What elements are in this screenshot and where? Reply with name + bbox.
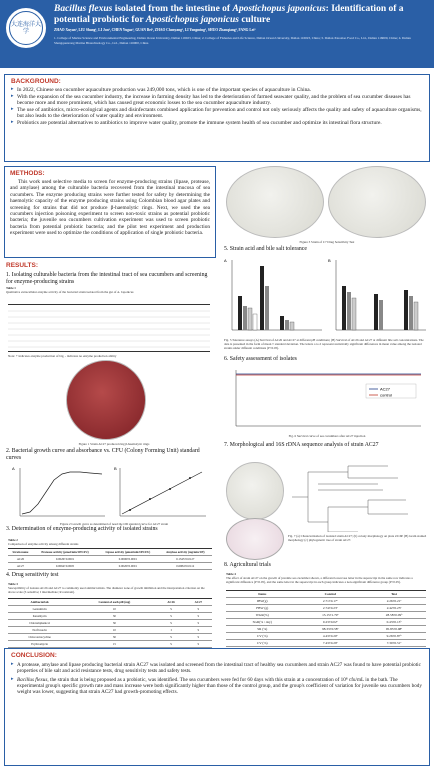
table-header-row: [8, 549, 212, 556]
list-item: ▸ A protease, amylase and lipase producing bacterial strain AC27 was isolated and screened from the intestinal tract of healthy sea cucumbers and strain AC27 was found to have potential probiotic properties of bile salt and acid resistance tests, drug sensitivity tests and safety tests.: [11, 662, 423, 675]
title-part: culture: [238, 15, 271, 25]
col-header: Amylase activity (mg/min/10⁸): [159, 549, 213, 556]
table-cell: 7.30±0.51ᵃ: [362, 640, 426, 647]
table-row: [8, 606, 212, 613]
list-item-text: , the strain that is being proposed as a probiotic, was identified. The sea cucumbers were fed for 60 days with this strain at a concentration of 10⁸ cfu/mL in the bath. The experimental group's specific growth rate and mass increase were both significantly higher than those of the control group, and the group's coefficient of variation for juvenile sea cucumbers body weight was lower, suggesting that strain AC27 had growth-promoting effects.: [17, 676, 422, 696]
list-item: ▸ In 2022, Chinese sea cucumber aquaculture production was 249,000 tons, which is one of the important species of aquaculture in China.: [11, 87, 423, 94]
table-1-note: Note: + indicates enzyme production of big, - indicates no enzyme production ability: [8, 354, 117, 358]
results-heading: RESULTS:: [6, 262, 39, 269]
table-cell: S: [157, 620, 184, 627]
table-cell: 2.74±0.23ᵃ: [298, 605, 362, 612]
table-cell: 95.83±0.98ᵃ: [362, 626, 426, 633]
table-4-caption: The effect of strain AC27 on the growth of juvenile sea cucumber shown, a different lowercase letter in the superscript in the same row indicates a significant difference (P<0.05), and the same letter in the superscript in each group indicates a non-significant difference group (P>0.05).: [226, 576, 413, 584]
conclusion-heading: CONCLUSION:: [11, 652, 57, 659]
table-cell: 30: [71, 634, 157, 641]
table-1-grid: [8, 305, 210, 353]
table-header-row: [8, 599, 212, 606]
table-1-label: Table 1: [6, 286, 16, 290]
col-header: Lipase activity (µmol/min/10⁸CFU): [97, 549, 158, 556]
conclusion-section: [4, 648, 430, 766]
result-8-title: 8. Agricultural trials: [224, 562, 271, 568]
table-cell: 0.0026±0.0001: [97, 563, 158, 570]
table-row: [8, 627, 212, 634]
table-cell: S: [157, 606, 184, 613]
table-cell: Kanamycin: [8, 613, 71, 620]
title-part: isolated from the intestine of: [112, 4, 233, 14]
table-cell: 0.1345±0.0127: [159, 556, 213, 563]
col-header: AC27: [185, 599, 212, 606]
figure-1-caption: Figure 1 Strain AC27 produced ring β-haemolytic rings: [78, 442, 150, 446]
table-cell: 0.0006±0.0001: [97, 556, 158, 563]
table-row: [226, 598, 426, 605]
table-cell: 2.26±0.21ᵃ: [362, 598, 426, 605]
left-column: [4, 166, 216, 644]
title-part: : Identification of a potential probiotic for: [54, 4, 404, 25]
svg-text:A: A: [224, 258, 227, 263]
conclusion-list: [11, 662, 423, 695]
drug-sensitivity-table: [8, 598, 212, 655]
table-1-caption: Qualitative extracellular enzyme activity of the bacterial strain isolated from the gut of A. Japonicus: [6, 290, 134, 294]
figure-3-caption: Figure 3 Strain of C7 Drug Sensitivity Test: [299, 240, 355, 244]
result-7-title: 7. Morphological and 16S rDNA sequence analysis of strain AC27: [224, 442, 379, 448]
table-row: [8, 563, 212, 570]
legend-label-control: control: [380, 392, 393, 398]
survival-curve-chart: [226, 366, 426, 432]
table-cell: 98.33±0.58ᵃ: [298, 626, 362, 633]
col-header: Antibacterials: [8, 599, 71, 606]
affiliations: 1. College of Marine Science and Environmental Engineering, Dalian Ocean University, Dalian 116023, China; 2. College of Fisheries and Life Science, Dalian Ocean University, Dalian 116023, China; 3. Dalian Xiaoxiao Food Co., Ltd., Dalian 116000, China; 4. Dalian Shangquanrong Marine Biotechnology Co., Ltd., Dalian 116000, China: [54, 36, 411, 45]
col-header: AC26: [157, 599, 184, 606]
authors: ZHAO Xuyan¹, LIU Shang¹, LI Jun², CHEN Yugao², GUAN Bei³, ZHAO Chonyang³, LI Yongming³, SHUO Zhanqiang², FANG Lei³: [54, 28, 256, 32]
table-cell: 15: [71, 641, 157, 648]
table-row: [226, 605, 426, 612]
svg-text:B: B: [114, 466, 117, 471]
growth-curve-a: [12, 466, 105, 516]
list-item: ▸ With the expansion of the sea cucumber industry, the increase in farming density has led to the deterioration of farmed seawater quality, and the problem of sea cucumber diseases has become more and more prominent, which has caused great economic losses to the sea cucumber aquaculture industry.: [11, 94, 423, 107]
table-cell: IBW(g): [226, 598, 298, 605]
table-row: [8, 641, 212, 648]
title-species-bacillus: Bacillus flexus: [54, 4, 113, 14]
table-row: [8, 556, 212, 563]
tolerance-bar-charts: [224, 256, 428, 336]
list-item: ▸ Probiotics are potential alternatives to antibiotics to improve water quality, promote the immune system health of sea cucumber and optimize its intestinal flora structure.: [11, 120, 423, 127]
table-cell: S: [185, 627, 212, 634]
table-cell: 30: [71, 620, 157, 627]
table-cell: S: [185, 613, 212, 620]
background-list: [11, 87, 423, 127]
figure-6-caption: Fig. 6 Survival curve of sea cucumbers after AC27 injection: [288, 434, 366, 438]
table-cell: SR (%): [226, 626, 298, 633]
table-cell: S: [185, 620, 212, 627]
legend-label-ac27: AC27: [380, 386, 391, 392]
university-logo: [4, 6, 48, 50]
table-row: [226, 626, 426, 633]
table-cell: 0.0026±0.0001: [33, 556, 97, 563]
poster-header: [0, 0, 434, 68]
col-header: Strain name: [8, 549, 33, 556]
table-row: [226, 619, 426, 626]
figure-2-caption: Figure 2 Growth curve as determined of need the OD standard curve for AC27 strain: [59, 522, 169, 526]
title-species: Apostichopus japonicus: [232, 4, 326, 14]
table-cell: Gentamicin: [8, 606, 71, 613]
table-cell: 0.6984±0.0112: [159, 563, 213, 570]
table-cell: 28.58±0.09ᵇ: [362, 612, 426, 619]
poster-title: [54, 4, 428, 26]
table-1: [8, 304, 210, 352]
table-row: [226, 612, 426, 619]
table-3-caption: Susceptibility of isolates AC26 and AC27 to commonly used antimicrobials. The diameter zone of growth inhibition and the interpretation criterion on the above scale (S sensitive; I intermediate; R resistant).: [8, 586, 205, 594]
figure-5-caption: Fig. 5 Tolerance assays (A) Survival of AC26 and AC27 at different pH conditions; (B) Survival of AC26 and AC27 at different bile salt concentrations. The data is presented in the form of mean ± standard deviation. The letters a to d represent statistically significant differences in mean value among the isolated strains under different conditions (P<0.05).: [224, 338, 424, 350]
table-row: [8, 613, 212, 620]
svg-text:B: B: [328, 258, 331, 263]
table-cell: 10: [71, 606, 157, 613]
list-item: ▸ The use of antibiotics, micro-ecological agents and disinfectants combined application for prevention and control not only seriously affects the quality and safety of aquaculture organisms, but also leads to the deterioration of water quality and environment.: [11, 107, 423, 120]
table-cell: 13.15±1.79ᵃ: [298, 612, 362, 619]
table-cell: Erythromycin: [8, 641, 71, 648]
background-section: [4, 74, 430, 162]
ph-tolerance-chart: [224, 258, 322, 330]
table-cell: SGR(% / day): [226, 619, 298, 626]
table-cell: 0.43±0.13ᵇ: [362, 619, 426, 626]
species-name: Bacillus flexus: [17, 676, 48, 683]
table-row: [226, 633, 426, 640]
bile-tolerance-chart: [328, 258, 426, 330]
table-cell: FBW (g): [226, 605, 298, 612]
right-column: [222, 166, 430, 644]
table-cell: S: [157, 634, 184, 641]
table-row: [8, 634, 212, 641]
agricultural-trial-table: [226, 590, 426, 647]
table-cell: 2.71±0.17ᵃ: [298, 598, 362, 605]
logo-text: 大连海洋大学: [9, 11, 43, 45]
colony-plate-image: [226, 462, 284, 520]
result-1-title: 1. Isolating culturable bacteria from the intestinal tract of sea cucumbers and screening for enzyme-producing strains: [6, 272, 208, 285]
table-cell: 10: [71, 627, 157, 634]
table-cell: Norfloxacin: [8, 627, 71, 634]
svg-text:A: A: [12, 466, 15, 471]
methods-text: This work used selective media to screen for enzyme-producing strains (lipase, protease, and amylase) among the culturable bacteria recovered from the intestinal mucosa of sea cucumbers. The enzyme producing strains were further tested for safety by determining the haemolytic capacity of the enzyme producing strains using Colombian blood agar plates and screening for strains that did not produce β-haemolytic rings. Next, we used the sea cucumbers injection poisoning experiment to screen non-toxic strains as potential probiotic bacteria; the juvenile sea cucumbers cultivation experiment was used to screen probiotic bacteria from potential probiotic bacteria; and the pilot test experiment and production experiment were used to optimize the conditions of application of single probiotic bacteria.: [10, 179, 210, 237]
table-cell: S: [185, 634, 212, 641]
table-2-label: Table 2: [8, 538, 18, 542]
title-species: Apostichopus japonicus: [145, 15, 239, 25]
table-header-row: [226, 591, 426, 598]
standard-curve-b: [114, 466, 206, 516]
table-cell: S: [185, 641, 212, 648]
table-cell: Chloramphenicol: [8, 620, 71, 627]
result-1-heading: [6, 272, 214, 294]
result-3-title: 3. Determination of enzyme-producing activity of isolated strains: [6, 526, 158, 532]
phylogenetic-tree: [288, 462, 428, 532]
gram-stain-micrograph: [226, 518, 284, 560]
drug-sensitivity-plate-left: [226, 166, 324, 238]
table-cell: 4.43±0.20ᵃ: [298, 633, 362, 640]
growth-curves-figure: [10, 464, 210, 522]
table-4-label: Table 4: [226, 572, 236, 576]
table-cell: AC26: [8, 556, 33, 563]
methods-heading: METHODS:: [10, 170, 45, 177]
table-cell: I: [157, 627, 184, 634]
table-cell: S: [157, 613, 184, 620]
table-cell: S: [157, 641, 184, 648]
methods-section: [4, 166, 216, 258]
col-header: Control: [298, 591, 362, 598]
table-cell: 0.0064±0.0005: [33, 563, 97, 570]
list-item: [11, 677, 423, 696]
col-header: Items: [226, 591, 298, 598]
table-cell: 30: [71, 613, 157, 620]
enzyme-activity-table: [8, 548, 212, 570]
background-heading: BACKGROUND:: [11, 78, 61, 85]
table-cell: WGR(%): [226, 612, 298, 619]
result-5-title: 5. Strain acid and bile salt tolerance: [224, 246, 307, 252]
table-row: [8, 620, 212, 627]
blood-agar-plate-image: [66, 360, 146, 440]
col-header: Test: [362, 591, 426, 598]
figure-7-caption: Fig. 7 (a) Characterization of isolated strain AC27; (b) colony morphology on plate 2216E (B) Gram stained morphology (c) phylogenetic tree of strain AC27.: [288, 534, 427, 542]
table-cell: 2.42±0.25ᵃ: [362, 605, 426, 612]
table-cell: S: [185, 606, 212, 613]
table-cell: Chlorotetracycline: [8, 634, 71, 641]
table-cell: 9.26±0.87ᵇ: [362, 633, 426, 640]
result-6-title: 6. Safety assessment of isolates: [224, 356, 297, 362]
result-4-title: 4. Drug sensitivity test: [6, 572, 59, 578]
table-cell: CV (%): [226, 633, 298, 640]
table-row: [226, 640, 426, 647]
table-cell: 7.43±0.29ᵃ: [298, 640, 362, 647]
col-header: Content of each pill (mg): [71, 599, 157, 606]
result-2-title: 2. Bacterial growth curve and absorbance vs. CFU (Colony Forming Unit) standard curves: [6, 448, 200, 461]
table-cell: CV (%): [226, 640, 298, 647]
table-cell: 0.23±0.02ᵃ: [298, 619, 362, 626]
col-header: Protease activity (µmol/min/10⁸CFU): [33, 549, 97, 556]
drug-sensitivity-plate-right: [328, 166, 426, 238]
table-2-caption: Comparison of enzyme activity among different strains: [8, 542, 79, 546]
table-3-label: Table 3: [8, 582, 18, 586]
table-cell: AC27: [8, 563, 33, 570]
